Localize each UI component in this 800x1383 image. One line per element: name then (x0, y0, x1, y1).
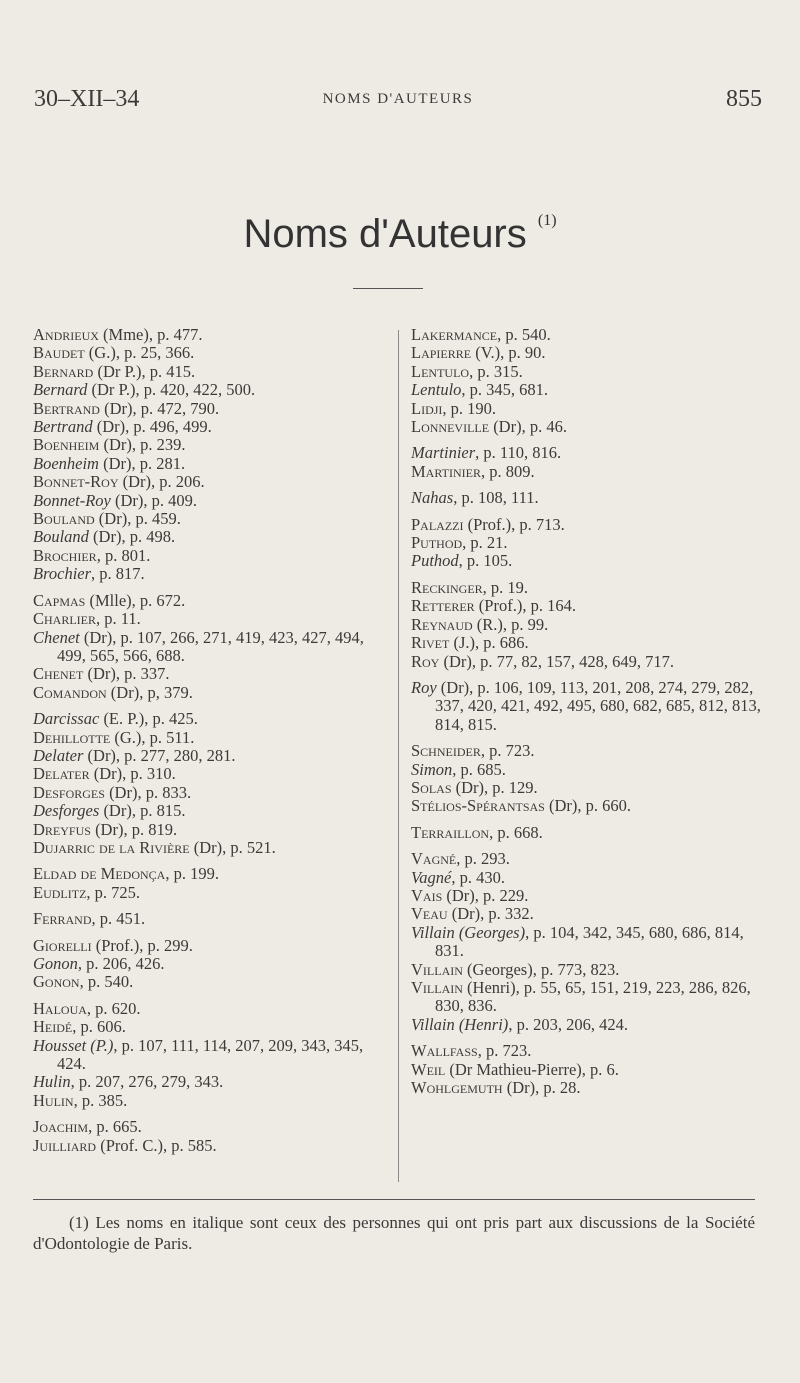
author-name: Charlier (33, 609, 97, 629)
page-references: , p. 110, 816. (475, 443, 562, 463)
index-entry (411, 489, 763, 507)
index-entry (411, 418, 763, 436)
index-entry (411, 597, 763, 615)
footnote: (1) Les noms en italique sont ceux des personnes qui ont pris part aux discussions de la Société d'Odontologie de Paris. (33, 1213, 755, 1253)
author-name: Solas (411, 777, 452, 797)
author-name: Boenheim (33, 453, 99, 473)
index-entry (33, 865, 388, 883)
index-entry (411, 326, 763, 344)
author-name: Joachim (33, 1117, 89, 1137)
page-references: (Dr), p. 819. (90, 819, 178, 839)
author-name: Roy (411, 651, 440, 671)
page-references: (J.), p. 686. (449, 633, 529, 653)
running-header (34, 86, 762, 116)
index-entry (33, 710, 388, 728)
index-entry (33, 363, 388, 381)
page-references: , p. 207, 276, 279, 343. (70, 1072, 224, 1092)
author-name: Brochier (33, 564, 92, 584)
author-name: Martinier (411, 443, 476, 463)
page-references: (Georges), p. 773, 823. (462, 959, 620, 979)
author-name: Simon (411, 759, 453, 779)
index-entry (33, 547, 388, 565)
index-entry (33, 955, 388, 973)
index-entry (33, 629, 388, 666)
index-entry (33, 565, 388, 583)
page-references: (Dr), p. 106, 109, 113, 201, 208, 274, 279, 282, 337, 420, 421, 492, 495, 680, 682, 685, 812, 813, 814, 815. (435, 677, 761, 734)
index-entry (411, 516, 763, 534)
page-references: , p. 104, 342, 345, 680, 686, 814, 831. (435, 922, 744, 961)
column-divider (398, 330, 399, 1182)
page-references: (E. P.), p. 425. (99, 709, 198, 729)
page-references: , p. 385. (73, 1090, 128, 1110)
author-name: Capmas (33, 590, 86, 610)
author-name: Vagné (411, 849, 457, 869)
page-references: (Dr), p. 310. (89, 764, 176, 784)
page-references: , p. 668. (489, 822, 543, 842)
page-references: (Prof. C.), p. 585. (96, 1135, 217, 1155)
author-name: Bonnet-Roy (33, 490, 111, 510)
page-references: , p. 723. (480, 741, 535, 761)
index-entry (33, 610, 388, 628)
index-entry (33, 592, 388, 610)
author-name: Lentulo (411, 380, 462, 400)
author-name: Chenet (33, 627, 80, 647)
index-entry (33, 418, 388, 436)
index-entry (33, 436, 388, 454)
index-entry (33, 765, 388, 783)
index-entry (411, 463, 763, 481)
index-entry (411, 924, 763, 961)
index-entry (411, 797, 763, 815)
author-name: Bertrand (33, 398, 100, 418)
author-name: Puthod (411, 533, 463, 553)
page-references: (Dr), p. 28. (502, 1078, 581, 1098)
footnote-divider (33, 1199, 755, 1200)
index-entry (411, 634, 763, 652)
author-name: Juilliard (33, 1135, 97, 1155)
page-references: (Dr), p. 277, 280, 281. (83, 745, 236, 765)
index-entry (411, 1079, 763, 1097)
author-name: Baudet (33, 343, 85, 363)
index-entry (33, 937, 388, 955)
index-entry (411, 534, 763, 552)
index-entry (33, 381, 388, 399)
author-name: Eldad de Medonça (33, 864, 166, 884)
page-references: (Dr), p. 332. (447, 904, 534, 924)
page-references: (G.), p. 511. (110, 727, 195, 747)
page-references: (Prof.), p. 713. (463, 514, 565, 534)
page-references: , p. 108, 111. (453, 488, 539, 508)
index-entry (33, 802, 388, 820)
index-entry (33, 729, 388, 747)
index-entry (411, 363, 763, 381)
index-entry (411, 905, 763, 923)
index-entry (411, 400, 763, 418)
author-name: Lidji (411, 398, 443, 418)
page-title-text: Noms d'Auteurs (243, 212, 527, 256)
index-entry (411, 824, 763, 842)
author-name: Bouland (33, 527, 89, 547)
author-name: Lapierre (411, 343, 472, 363)
index-entry (33, 910, 388, 928)
author-name: Terraillon (411, 822, 490, 842)
author-name: Delater (33, 764, 90, 784)
index-entry (33, 344, 388, 362)
index-entry (33, 326, 388, 344)
index-entry (411, 779, 763, 797)
index-entry (411, 1061, 763, 1079)
index-entry (33, 973, 388, 991)
author-name: Retterer (411, 596, 475, 616)
author-name: Dujarric de la Rivière (33, 837, 190, 857)
author-name: Boenheim (33, 435, 100, 455)
page-references: , p. 190. (442, 398, 497, 418)
author-name: Wohlgemuth (411, 1078, 503, 1098)
page-references: (Dr), p. 409. (110, 490, 198, 510)
index-entry (33, 684, 388, 702)
author-name: Villain (411, 959, 463, 979)
page-references: (Dr P.), p. 415. (93, 361, 196, 381)
page-references: (Dr), p. 472, 790. (99, 398, 220, 418)
page-references: , p. 809. (480, 461, 535, 481)
author-name: Gonon (33, 972, 80, 992)
author-name: Vais (411, 885, 443, 905)
page-references: (Dr), p. 206. (118, 472, 205, 492)
page-references: , p. 620. (86, 998, 141, 1018)
index-entry (411, 887, 763, 905)
index-entry (411, 742, 763, 760)
author-name: Puthod (411, 551, 459, 571)
author-name: Delater (33, 745, 84, 765)
index-entry (33, 784, 388, 802)
index-entry (33, 1000, 388, 1018)
page-references: , p. 665. (88, 1117, 142, 1137)
page-number: 855 (726, 86, 762, 112)
index-entry (33, 1073, 388, 1091)
page-references: , p. 345, 681. (461, 380, 549, 400)
author-name: Lakermance (411, 325, 498, 344)
page-references: (Dr Mathieu-Pierre), p. 6. (445, 1059, 619, 1079)
author-name: Comandon (33, 682, 107, 702)
author-name: Ferrand (33, 909, 92, 929)
author-name: Chenet (33, 664, 84, 684)
author-name: Martinier (411, 461, 481, 481)
index-entry (411, 579, 763, 597)
page-references: , p. 540. (79, 972, 134, 992)
index-entry (411, 344, 763, 362)
page-references: , p. 685. (452, 759, 506, 779)
page-references: , p. 203, 206, 424. (508, 1014, 628, 1034)
index-entry (33, 455, 388, 473)
page-references: , p. 430. (451, 867, 505, 887)
author-name: Giorelli (33, 935, 92, 955)
page-references: , p. 801. (96, 545, 151, 565)
author-name: Dehillotte (33, 727, 111, 747)
page-references: (Dr P.), p. 420, 422, 500. (87, 380, 256, 400)
author-name: Desforges (33, 801, 100, 821)
index-entry (33, 492, 388, 510)
header-section-title: NOMS D'AUTEURS (322, 91, 474, 107)
author-name: Rivet (411, 633, 450, 653)
page-references: (Dr), p. 46. (489, 417, 567, 437)
index-entry (33, 473, 388, 491)
page-title (0, 212, 800, 257)
page-references: , p. 11. (96, 609, 141, 629)
page-references: (Dr), p. 129. (451, 777, 538, 797)
author-name: Housset (P.) (33, 1035, 114, 1055)
page-references: (R.), p. 99. (472, 614, 549, 634)
author-name: Desforges (33, 782, 105, 802)
index-entry (411, 381, 763, 399)
page-references: (Dr), p. 239. (99, 435, 186, 455)
page-references: (Henri), p. 55, 65, 151, 219, 223, 286, 826, 830, 836. (435, 978, 751, 1016)
page-references: (Dr), p. 815. (99, 801, 186, 821)
author-name: Bouland (33, 509, 95, 529)
index-entry (411, 869, 763, 887)
author-name: Darcissac (33, 709, 100, 729)
title-footnote-marker: (1) (537, 212, 557, 229)
author-name: Hulin (33, 1090, 74, 1110)
page-references: (Dr), p, 379. (106, 682, 193, 702)
page-references: (Mlle), p. 672. (85, 590, 186, 610)
page-references: , p. 315. (469, 361, 523, 381)
index-entry (33, 665, 388, 683)
page-references: , p. 293. (456, 849, 510, 869)
index-entry (33, 528, 388, 546)
index-entry (411, 761, 763, 779)
page-references: (Dr), p. 498. (88, 527, 176, 547)
page-references: , p. 21. (462, 533, 508, 553)
author-name: Stélios-Spérantsas (411, 796, 545, 816)
page-references: (Mme), p. 477. (98, 325, 203, 344)
author-name: Dreyfus (33, 819, 91, 839)
title-divider (353, 288, 423, 289)
page-references: (Dr), p. 833. (104, 782, 192, 802)
index-entry (411, 679, 763, 734)
index-entry (33, 400, 388, 418)
author-name: Reckinger (411, 577, 483, 597)
page-references: , p. 725. (86, 882, 141, 902)
page-references: , p. 606. (72, 1017, 126, 1037)
page-references: , p. 723. (477, 1041, 532, 1061)
index-entry (411, 1016, 763, 1034)
author-name: Heidé (33, 1017, 73, 1037)
author-name: Haloua (33, 998, 87, 1018)
page-references: , p. 540. (497, 325, 551, 344)
author-name: Vagné (411, 867, 452, 887)
page-references: (Prof.), p. 299. (91, 935, 193, 955)
page-references: , p. 451. (91, 909, 146, 929)
author-name: Hulin (33, 1072, 71, 1092)
author-name: Bertrand (33, 417, 93, 437)
page-references: (Dr), p. 337. (83, 664, 170, 684)
author-name: Reynaud (411, 614, 473, 634)
index-entry (33, 747, 388, 765)
author-name: Bernard (33, 361, 94, 381)
index-entry (33, 839, 388, 857)
index-entry (33, 884, 388, 902)
author-name: Schneider (411, 741, 481, 761)
author-name: Villain (411, 978, 463, 997)
page-references: , p. 199. (165, 864, 219, 884)
page-references: (V.), p. 90. (471, 343, 546, 363)
index-entry (411, 961, 763, 979)
page-references: , p. 105. (458, 551, 513, 571)
index-entry (411, 444, 763, 462)
page-references: (Dr), p. 281. (98, 453, 186, 473)
index-entry (411, 616, 763, 634)
page-references: , p. 19. (482, 577, 529, 597)
author-name: Bonnet-Roy (33, 472, 119, 492)
author-name: Lentulo (411, 361, 470, 381)
index-entry (411, 979, 763, 1016)
author-name: Lonneville (411, 417, 490, 437)
author-name: Bernard (33, 380, 88, 400)
author-name: Eudlitz (33, 882, 87, 902)
author-name: Roy (411, 677, 437, 697)
index-entry (33, 1118, 388, 1136)
author-name: Wallfass (411, 1041, 478, 1061)
page-references: (Dr), p. 496, 499. (92, 417, 212, 437)
page-references: (Dr), p. 77, 82, 157, 428, 649, 717. (439, 651, 674, 671)
author-name: Palazzi (411, 514, 464, 534)
author-name: Brochier (33, 545, 97, 565)
author-name: Villain (Henri) (411, 1014, 509, 1034)
page-references: (G.), p. 25, 366. (84, 343, 195, 363)
author-name: Nahas (411, 488, 454, 508)
author-name: Gonon (33, 954, 78, 973)
author-index-left-column (33, 326, 388, 1155)
index-entry (33, 1037, 388, 1074)
author-name: Andrieux (33, 325, 99, 344)
page-references: , p. 817. (91, 564, 145, 584)
index-entry (33, 1137, 388, 1155)
header-date: 30–XII–34 (34, 86, 140, 112)
author-name: Villain (Georges) (411, 922, 526, 942)
author-name: Weil (411, 1059, 446, 1079)
page-references: , p. 107, 111, 114, 207, 209, 343, 345, 424. (57, 1035, 364, 1074)
author-index-right-column (411, 326, 763, 1097)
page-references: (Prof.), p. 164. (474, 596, 576, 616)
page-references: (Dr), p. 229. (442, 885, 529, 905)
index-entry (411, 850, 763, 868)
author-name: Veau (411, 904, 448, 924)
index-entry (411, 1042, 763, 1060)
index-entry (33, 821, 388, 839)
index-entry (411, 653, 763, 671)
index-entry (33, 1018, 388, 1036)
page-references: (Dr), p. 521. (189, 837, 276, 857)
page-references: (Dr), p. 107, 266, 271, 419, 423, 427, 494, 499, 565, 566, 688. (57, 627, 364, 665)
index-entry (33, 510, 388, 528)
page-references: , p. 206, 426. (77, 954, 165, 973)
index-entry (33, 1092, 388, 1110)
page-references: (Dr), p. 459. (94, 509, 181, 529)
index-entry (411, 552, 763, 570)
page-references: (Dr), p. 660. (544, 796, 632, 816)
